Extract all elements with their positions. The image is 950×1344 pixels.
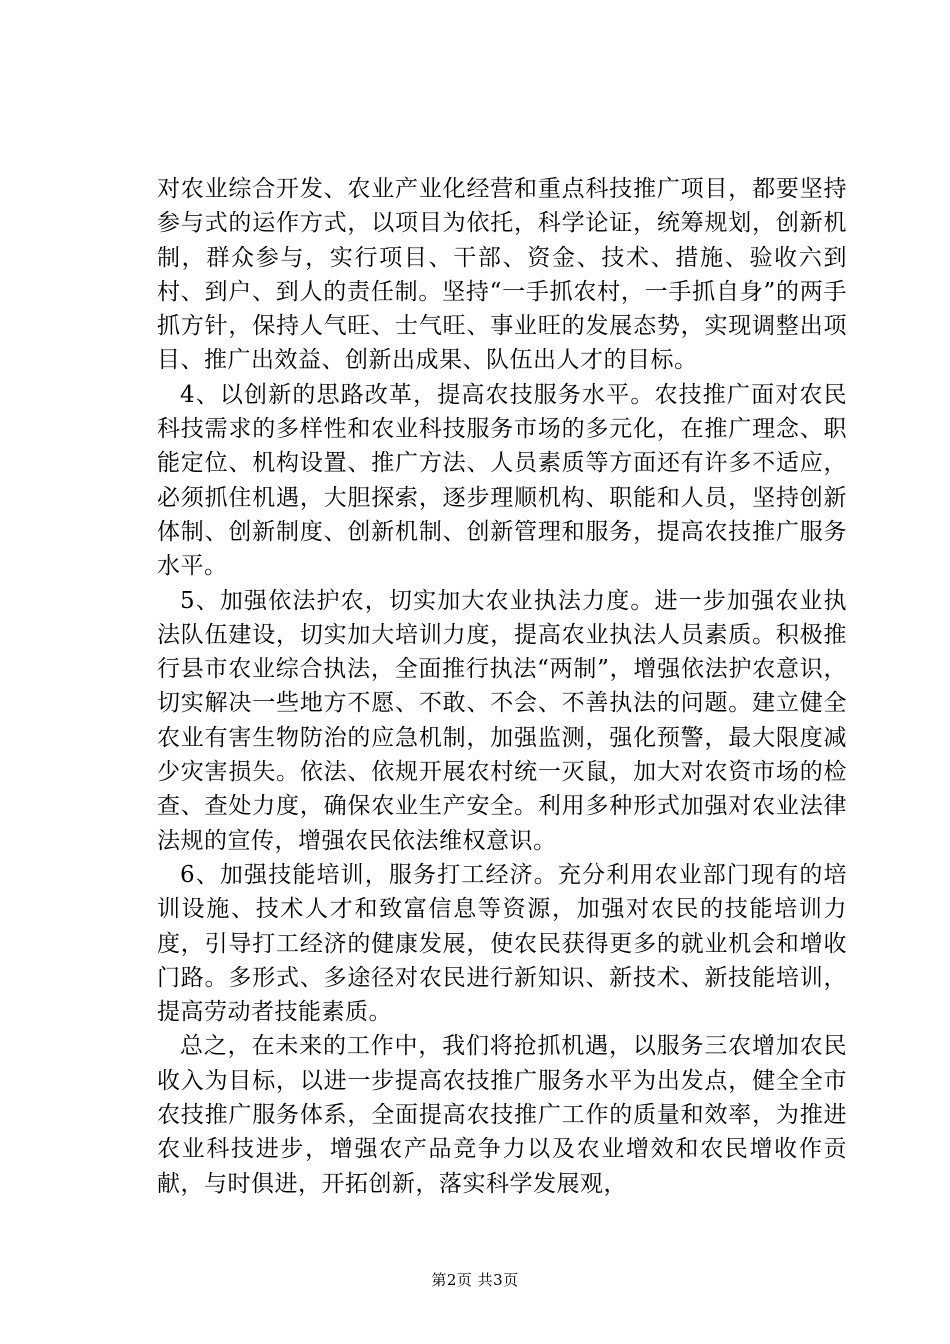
paragraph-item-4: 4、以创新的思路改革，提高农技服务水平。农技推广面对农民科技需求的多样性和农业科技服务市场的多元化，在推广理念、职能定位、机构设置、推广方法、人员素质等方面还有许多不适应，必须抓住机遇，大胆探索，逐步理顺机构、职能和人员，坚持创新体制、创新制度、创新机制、创新管理和服务，提高农技推广服务水平。 (157, 381, 847, 580)
paragraph-continuation: 对农业综合开发、农业产业化经营和重点科技推广项目，都要坚持参与式的运作方式，以项目为依托，科学论证，统筹规划，创新机制，群众参与，实行项目、干部、资金、技术、措施、验收六到村、到户、到人的责任制。坚持“一手抓农村，一手抓自身”的两手抓方针，保持人气旺、士气旺、事业旺的发展态势，实现调整出项目、推广出效益、创新出成果、队伍出人才的目标。 (157, 176, 847, 374)
paragraph-item-5: 5、加强依法护农，切实加大农业执法力度。进一步加强农业执法队伍建设，切实加大培训力度，提高农业执法人员素质。积极推行县市农业综合执法，全面推行执法“两制”，增强依法护农意识，切实解决一些地方不愿、不敢、不会、不善执法的问题。建立健全农业有害生物防治的应急机制，加强监测，强化预警，最大限度减少灾害损失。依法、依规开展农村统一灭鼠，加大对农资市场的检查、查处力度，确保农业生产安全。利用多种形式加强对农业法律法规的宣传，增强农民依法维权意识。 (157, 587, 847, 854)
document-body (157, 172, 847, 1201)
paragraph-item-6: 6、加强技能培训，服务打工经济。充分利用农业部门现有的培训设施、技术人才和致富信息等资源，加强对农民的技能培训力度，引导打工经济的健康发展，使农民获得更多的就业机会和增收门路。多形式、多途径对农民进行新知识、新技术、新技能培训，提高劳动者技能素质。 (157, 861, 847, 1026)
paragraph-summary: 总之，在未来的工作中，我们将抢抓机遇，以服务三农增加农民收入为目标，以进一步提高农技推广服务水平为出发点，健全全市农技推广服务体系，全面提高农技推广工作的质量和效率，为推进农业科技进步，增强农产品竞争力以及农业增效和农民增收作贡献，与时俱进，开拓创新，落实科学发展观， (157, 1033, 847, 1197)
page-number-footer: 第2页 共3页 (431, 1271, 519, 1289)
